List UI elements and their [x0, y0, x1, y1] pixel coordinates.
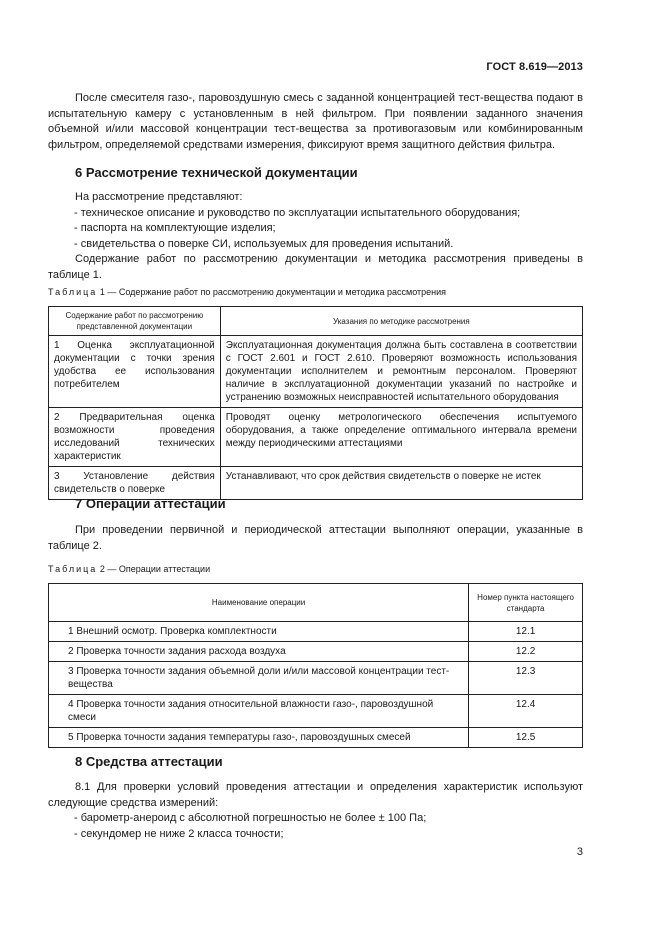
table-cell: 2 Проверка точности задания расхода воздуха [49, 642, 469, 662]
section-6-closing: Содержание работ по рассмотрению документации и методика рассмотрения приведены в таблице 1. [48, 253, 583, 281]
table-row [49, 662, 583, 695]
table-row [49, 695, 583, 728]
section-8-text: 8.1 Для проверки условий проведения аттестации и определения характеристик используют следующие средства измерений: [48, 781, 583, 809]
table-1-header-method: Указания по методике рассмотрения [220, 307, 582, 336]
table-2-caption [48, 564, 583, 574]
section-6 [48, 165, 583, 283]
table-cell: Устанавливают, что срок действия свидетельств о поверке не истек [220, 467, 582, 500]
table-cell: 12.4 [469, 695, 583, 728]
table-1-header-work: Содержание работ по рассмотрению представленной документации [49, 307, 221, 336]
section-6-lead: На рассмотрение представляют: [75, 191, 243, 203]
page-number: 3 [576, 846, 583, 858]
caption-text: 2 — Операции аттестации [99, 564, 211, 574]
section-8 [48, 754, 583, 842]
table-row [49, 336, 583, 408]
table-1-caption [48, 287, 583, 297]
table-cell: 3 Проверка точности задания объемной доли и/или массовой концентрации тест-вещества [49, 662, 469, 695]
table-cell: 3 Установление действия свидетельств о поверке [49, 467, 221, 500]
table-cell: Эксплуатационная документация должна быть составлена в соответствии с ГОСТ 2.601 и ГОСТ 2.610. Проверяют возможность использования документации исполнителем и ремонтным персоналом. Проверяют наличие в эксплуатационной документации указаний по настройке и устранению возможных неисправностей испытательного оборудования [220, 336, 582, 408]
table-2-header-operation: Наименование операции [49, 584, 469, 622]
table-row [49, 622, 583, 642]
list-item: - барометр-анероид с абсолютной погрешностью не более ± 100 Па; [74, 812, 427, 824]
intro-block [48, 91, 583, 153]
caption-prefix: Таблица [48, 287, 98, 297]
table-cell: 12.5 [469, 728, 583, 748]
table-2-header-clause: Номер пункта настоящего стандарта [469, 584, 583, 622]
caption-prefix: Таблица [48, 564, 98, 574]
table-cell: 12.2 [469, 642, 583, 662]
section-8-title: 8 Средства аттестации [75, 754, 223, 769]
caption-text: 1 — Содержание работ по рассмотрению документации и методика рассмотрения [99, 287, 447, 297]
standard-header: ГОСТ 8.619—2013 [486, 61, 583, 73]
section-7-text: При проведении первичной и периодической аттестации выполняют операции, указанные в таблице 2. [48, 524, 583, 552]
table-2 [48, 583, 583, 748]
table-row [49, 642, 583, 662]
list-item: - свидетельства о поверке СИ, используемых для проведения испытаний. [74, 237, 454, 250]
table-row [49, 467, 583, 500]
list-item: - паспорта на комплектующие изделия; [74, 222, 276, 234]
table-1 [48, 306, 583, 500]
table-row [49, 728, 583, 748]
list-item: - секундомер не ниже 2 класса точности; [74, 827, 284, 840]
list-item: - техническое описание и руководство по эксплуатации испытательного оборудования; [74, 206, 521, 219]
section-6-title: 6 Рассмотрение технической документации [75, 165, 358, 180]
table-cell: 12.3 [469, 662, 583, 695]
table-row [49, 408, 583, 467]
table-cell: 12.1 [469, 622, 583, 642]
table-cell: 1 Внешний осмотр. Проверка комплектности [49, 622, 469, 642]
section-7 [48, 496, 583, 554]
table-cell: Проводят оценку метрологического обеспечения испытуемого оборудования, а также определение оптимального интервала времени между периодическими аттестациями [220, 408, 582, 467]
intro-paragraph: После смесителя газо-, паровоздушную смесь с заданной концентрацией тест-вещества подают в испытательную камеру с установленным в ней фильтром. При появлении заданного значения объемной и/или массовой концентрации тест-вещества за противогазовым или комбинированным фильтром, определяемой средствами измерения, фиксируют время защитного действия фильтра. [48, 92, 583, 151]
table-cell: 4 Проверка точности задания относительной влажности газо-, паровоздушной смеси [49, 695, 469, 728]
table-cell: 1 Оценка эксплуатационной документации с точки зрения удобства ее использования потребителем [49, 336, 221, 408]
section-7-title: 7 Операции аттестации [75, 496, 226, 511]
table-cell: 2 Предварительная оценка возможности проведения исследований технических характеристик [49, 408, 221, 467]
table-cell: 5 Проверка точности задания температуры газо-, паровоздушных смесей [49, 728, 469, 748]
